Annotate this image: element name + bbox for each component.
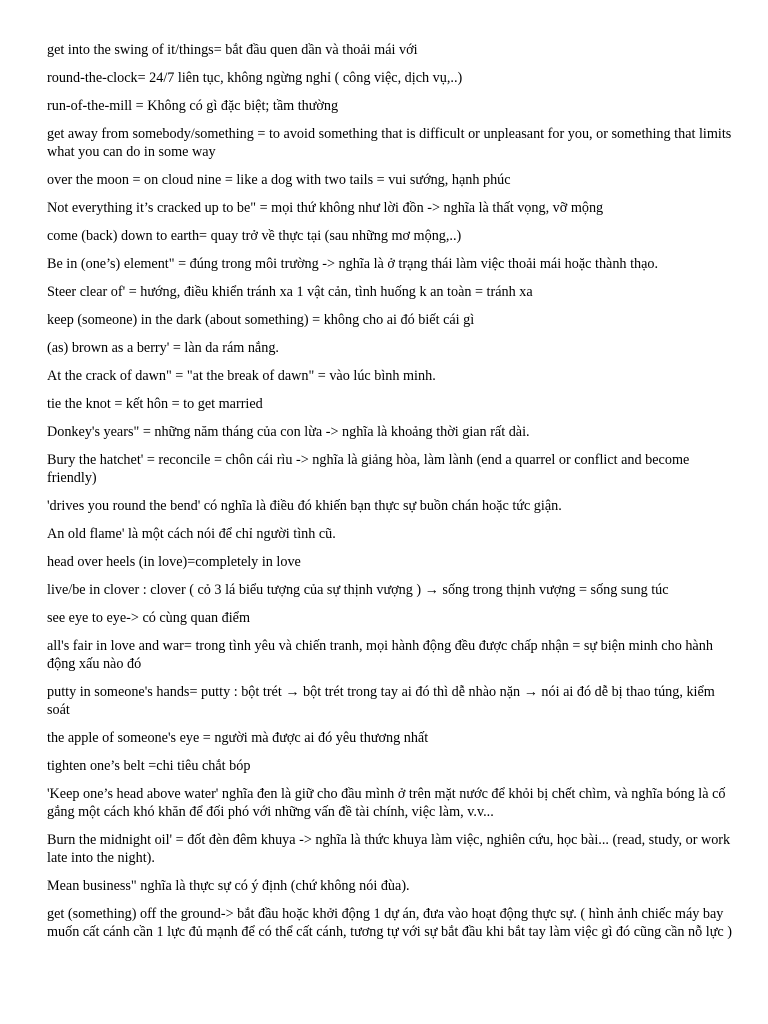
- idiom-entry: Mean business" nghĩa là thực sự có ý định (chứ không nói đùa).: [47, 878, 410, 894]
- idiom-entry: tighten one’s belt =chi tiêu chắt bóp: [47, 758, 251, 774]
- idiom-entry: run-of-the-mill = Không có gì đặc biệt; tầm thường: [47, 98, 339, 114]
- idiom-entry: Not everything it’s cracked up to be" = mọi thứ không như lời đồn -> nghĩa là thất vọng, vỡ mộng: [47, 200, 604, 216]
- idiom-entry: 'Keep one’s head above water' nghĩa đen là giữ cho đầu mình ở trên mặt nước để khỏi bị chết chìm, và nghĩa bóng là cố gắng một cách khó khăn để đối phó với những vấn đề tài chính, việc làm, v.v...: [47, 786, 726, 820]
- idiom-entry: Donkey's years" = những năm tháng của con lừa -> nghĩa là khoảng thời gian rất dài.: [47, 424, 530, 440]
- idiom-entry: get into the swing of it/things= bắt đầu quen dần và thoải mái với: [47, 42, 418, 58]
- idiom-entry: putty in someone's hands= putty : bột trét → bột trét trong tay ai đó thì dễ nhào nặn → nói ai đó dễ bị thao túng, kiểm soát: [47, 684, 715, 718]
- idiom-entry: Burn the midnight oil' = đốt đèn đêm khuya -> nghĩa là thức khuya làm việc, nghiên cứu, học bài... (read, study, or work late into the night).: [47, 832, 731, 866]
- idiom-entry: 'drives you round the bend' có nghĩa là điều đó khiến bạn thực sự buồn chán hoặc tức giận.: [47, 498, 562, 514]
- idiom-entry: see eye to eye-> có cùng quan điểm: [47, 610, 250, 626]
- idiom-entry: get (something) off the ground-> bắt đầu hoặc khởi động 1 dự án, đưa vào hoạt động thực sự. ( hình ảnh chiếc máy bay muốn cất cánh cần 1 lực đủ mạnh để có thể cất cánh, tương tự với sự bắt đầu khi bắt tay làm việc gì đó cũng cần nỗ lực ): [47, 906, 732, 940]
- idiom-entry: (as) brown as a berry' = làn da rám nắng.: [47, 340, 279, 356]
- idiom-entry: tie the knot = kết hôn = to get married: [47, 396, 263, 412]
- idiom-entry: Bury the hatchet' = reconcile = chôn cái rìu -> nghĩa là giảng hòa, làm lành (end a quarrel or conflict and become friendly): [47, 452, 690, 486]
- idiom-entry: Steer clear of' = hướng, điều khiển tránh xa 1 vật cản, tình huống k an toàn = tránh xa: [47, 284, 533, 300]
- idiom-entry: round-the-clock= 24/7 liên tục, không ngừng nghỉ ( công việc, dịch vụ,..): [47, 70, 463, 86]
- idiom-entry: the apple of someone's eye = người mà được ai đó yêu thương nhất: [47, 730, 429, 746]
- idiom-entry: An old flame' là một cách nói để chỉ người tình cũ.: [47, 526, 336, 542]
- idiom-entry: get away from somebody/something = to avoid something that is difficult or unpleasant for you, or something that limits what you can do in some way: [47, 126, 732, 160]
- idiom-entry: live/be in clover : clover ( cỏ 3 lá biểu tượng của sự thịnh vượng ) → sống trong thịnh vượng = sống sung túc: [47, 582, 669, 598]
- idiom-entry: At the crack of dawn" = "at the break of dawn" = vào lúc bình minh.: [47, 368, 436, 384]
- idiom-entry: keep (someone) in the dark (about something) = không cho ai đó biết cái gì: [47, 312, 475, 328]
- idiom-entry: head over heels (in love)=completely in love: [47, 554, 301, 570]
- document-page: [47, 41, 737, 951]
- idiom-entry: come (back) down to earth= quay trở về thực tại (sau những mơ mộng,..): [47, 228, 462, 244]
- idiom-entry: over the moon = on cloud nine = like a dog with two tails = vui sướng, hạnh phúc: [47, 172, 511, 188]
- idiom-entry: Be in (one’s) element" = đúng trong môi trường -> nghĩa là ở trạng thái làm việc thoải mái hoặc thành thạo.: [47, 256, 659, 272]
- idiom-entry: all's fair in love and war= trong tình yêu và chiến tranh, mọi hành động đều được chấp nhận = sự biện minh cho hành động xấu nào đó: [47, 638, 713, 672]
